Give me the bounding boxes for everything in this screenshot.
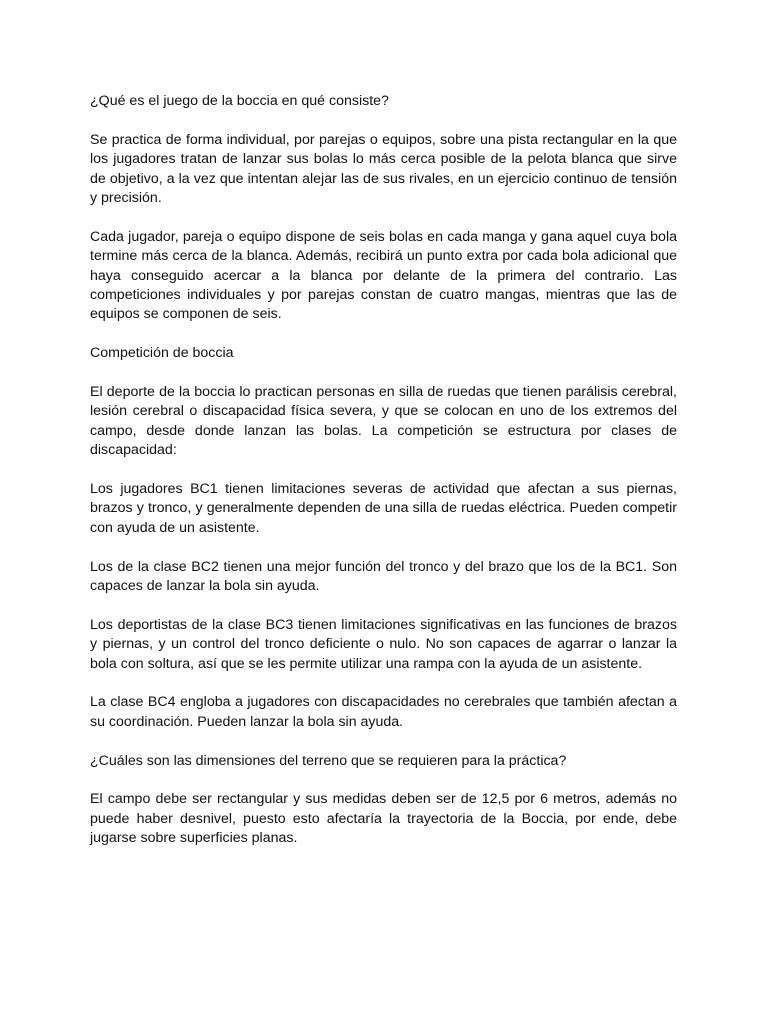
paragraph-bolas-y-mangas: Cada jugador, pareja o equipo dispone de seis bolas en cada manga y gana aquel cuya bola termine más cerca de la blanca. Además, recibirá un punto extra por cada bola adicional que haya conseguido acercar a la blanca por delante de la primera del contrario. Las competiciones individuales y por parejas constan de cuatro mangas, mientras que las de equipos se componen de seis. bbox=[90, 228, 677, 323]
paragraph-clase-bc2: Los de la clase BC2 tienen una mejor función del tronco y del brazo que los de la BC1. Son capaces de lanzar la bola sin ayuda. bbox=[90, 558, 677, 595]
paragraph-campo: El campo debe ser rectangular y sus medidas deben ser de 12,5 por 6 metros, además no puede haber desnivel, puesto esto afectaría la trayectoria de la Boccia, por ende, debe jugarse sobre superficies planas. bbox=[90, 791, 677, 847]
heading-competicion: Competición de boccia bbox=[90, 345, 234, 362]
paragraph-clase-bc1: Los jugadores BC1 tienen limitaciones severas de actividad que afectan a sus piernas, brazos y tronco, y generalmente dependen de una silla de ruedas eléctrica. Pueden competir con ayuda de un asistente. bbox=[90, 481, 677, 536]
document-body bbox=[90, 92, 677, 868]
paragraph-clase-bc3: Los deportistas de la clase BC3 tienen limitaciones significativas en las funciones de brazos y piernas, y un control del tronco deficiente o nulo. No son capaces de agarrar o lanzar la bola con soltura, así que se les permite utilizar una rampa con la ayuda de un asistente. bbox=[90, 616, 677, 672]
heading-dimensiones: ¿Cuáles son las dimensiones del terreno que se requieren para la práctica? bbox=[90, 752, 567, 769]
paragraph-deportistas: El deporte de la boccia lo practican personas en silla de ruedas que tienen parálisis cerebral, lesión cerebral o discapacidad física severa, y que se colocan en uno de los extremos del campo, desde donde lanzan las bolas. La competición se estructura por clases de discapacidad: bbox=[90, 384, 677, 459]
heading-que-es-boccia: ¿Qué es el juego de la boccia en qué consiste? bbox=[90, 93, 389, 109]
paragraph-clase-bc4: La clase BC4 engloba a jugadores con discapacidades no cerebrales que también afectan a su coordinación. Pueden lanzar la bola sin ayuda. bbox=[90, 694, 677, 730]
paragraph-forma-de-juego: Se practica de forma individual, por parejas o equipos, sobre una pista rectangular en la que los jugadores tratan de lanzar sus bolas lo más cerca posible de la pelota blanca que sirve de objetivo, a la vez que intentan alejar las de sus rivales, en un ejercicio continuo de tensión y precisión. bbox=[90, 131, 677, 207]
